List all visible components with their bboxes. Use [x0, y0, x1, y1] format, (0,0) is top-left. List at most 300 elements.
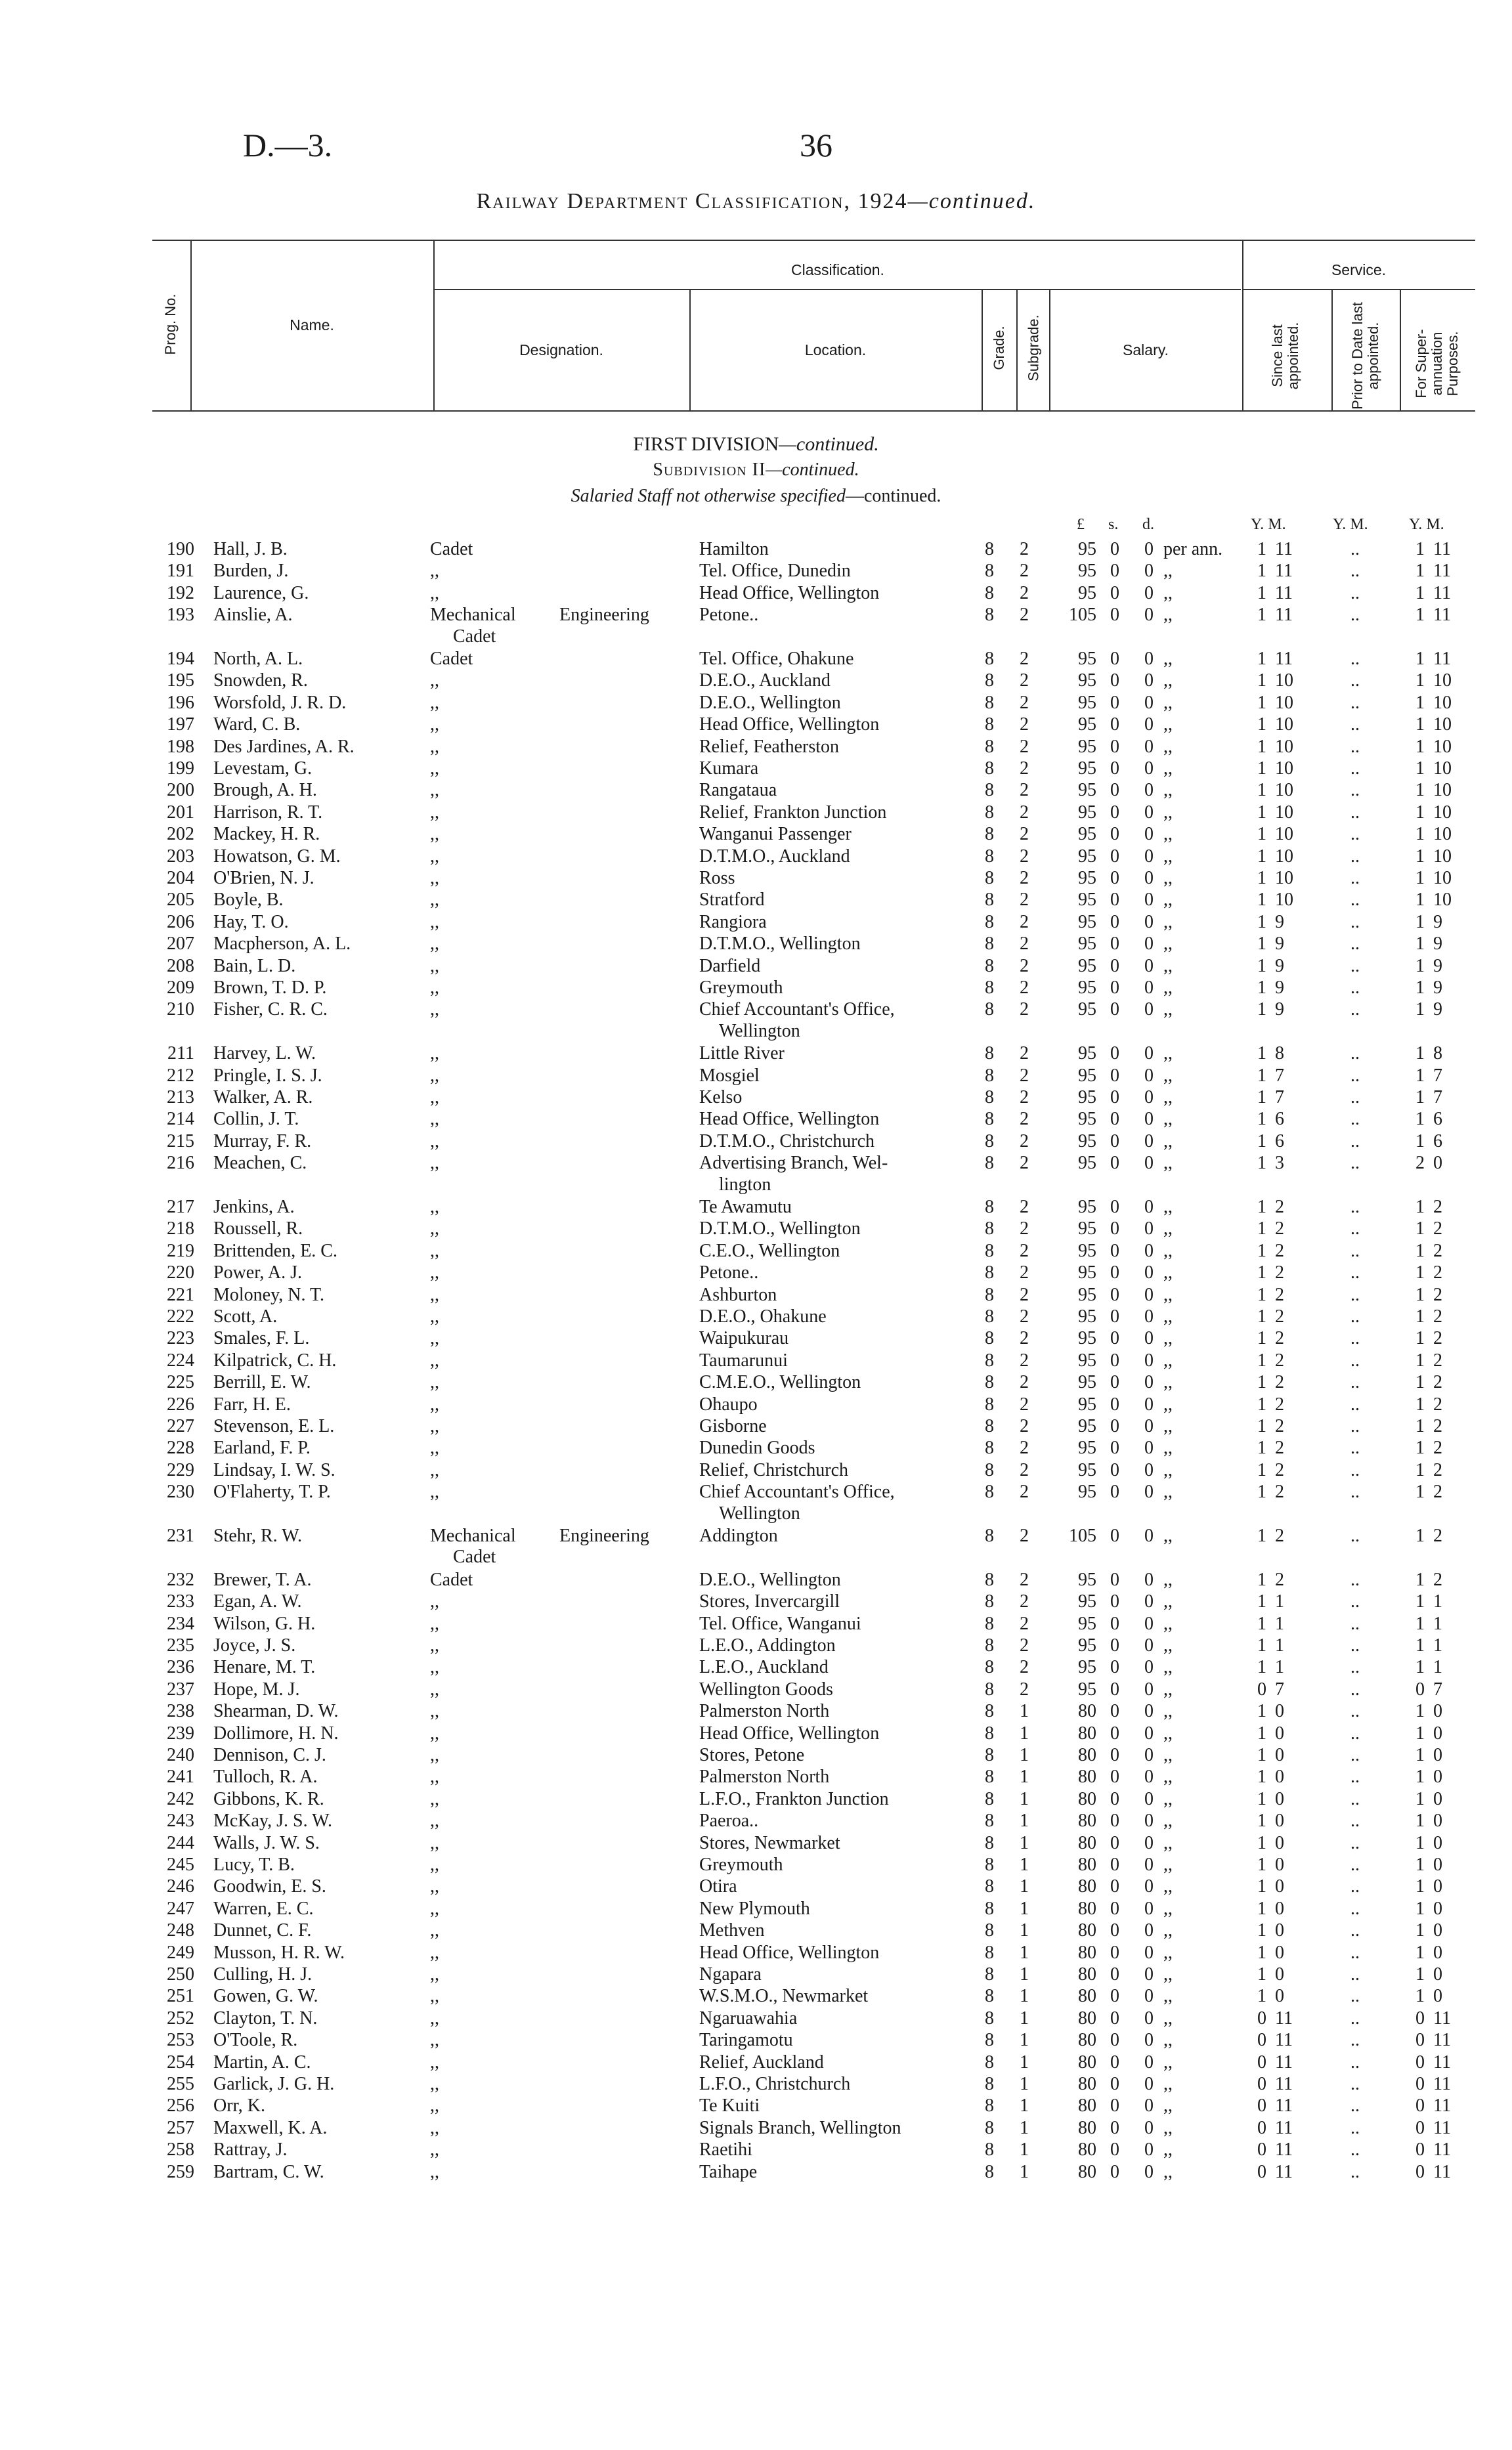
- salary-pounds-cell: 95: [1078, 758, 1096, 779]
- salary-shillings-cell: 0: [1110, 1855, 1119, 1875]
- since-months-cell: 10: [1275, 890, 1293, 911]
- prog-no-cell: 224: [167, 1350, 194, 1371]
- subgrade-cell: 2: [1020, 1284, 1029, 1305]
- super-years-cell: 1: [1415, 692, 1425, 713]
- staff-continued: —continued.: [845, 486, 941, 506]
- grade-cell: 8: [985, 1855, 994, 1875]
- per-annum-cell: ,,: [1163, 2161, 1173, 2182]
- name-cell: Murray, F. R.: [213, 1130, 312, 1151]
- designation-cell: ,,: [430, 1986, 439, 2007]
- super-years-cell: 1: [1415, 582, 1425, 603]
- salary-pence-cell: 0: [1144, 1811, 1154, 1832]
- super-years-cell: 1: [1415, 1855, 1425, 1875]
- salary-pounds-cell: 80: [1078, 2074, 1096, 2094]
- salary-pounds-cell: 80: [1078, 2052, 1096, 2073]
- prog-no-cell: 250: [167, 1964, 194, 1985]
- prog-no-cell: 201: [167, 802, 194, 823]
- location-cont-cell: Wellington: [719, 1020, 800, 1041]
- since-years-cell: 0: [1257, 2161, 1266, 2182]
- table-row: [0, 1723, 1512, 1744]
- salary-pence-cell: 0: [1144, 1591, 1154, 1612]
- designation-cell: ,,: [430, 934, 439, 955]
- super-years-cell: 1: [1415, 1130, 1425, 1151]
- prog-no-cell: 241: [167, 1767, 194, 1788]
- super-years-cell: 1: [1415, 1218, 1425, 1239]
- per-annum-cell: ,,: [1163, 1855, 1173, 1875]
- service-rule: [1242, 289, 1475, 290]
- prog-no-cell: 204: [167, 868, 194, 888]
- since-months-cell: 0: [1275, 1745, 1284, 1765]
- super-years-cell: 1: [1415, 1701, 1425, 1722]
- subgrade-cell: 1: [1020, 2139, 1029, 2160]
- super-years-cell: 1: [1415, 1438, 1425, 1459]
- since-months-cell: 0: [1275, 1876, 1284, 1897]
- since-months-cell: 0: [1275, 1811, 1284, 1832]
- name-cell: Earland, F. P.: [213, 1438, 311, 1459]
- since-years-cell: 1: [1257, 758, 1266, 779]
- col-prog-no: Prog. No.: [162, 293, 179, 355]
- super-years-cell: 1: [1415, 1569, 1425, 1590]
- per-annum-cell: ,,: [1163, 1767, 1173, 1788]
- name-cell: Henare, M. T.: [213, 1657, 316, 1678]
- prior-cell: ..: [1350, 561, 1360, 582]
- name-cell: Warren, E. C.: [213, 1898, 314, 1919]
- subgrade-cell: 2: [1020, 1109, 1029, 1130]
- location-cell: Relief, Christchurch: [699, 1459, 849, 1480]
- salary-pounds-cell: 80: [1078, 2030, 1096, 2051]
- per-annum-cell: ,,: [1163, 1591, 1173, 1612]
- table-row: [0, 1613, 1512, 1635]
- salary-pounds-cell: 95: [1078, 1240, 1096, 1261]
- prog-no-cell: 227: [167, 1416, 194, 1436]
- designation-cell: ,,: [430, 736, 439, 757]
- salary-shillings-cell: 0: [1110, 1394, 1119, 1415]
- per-annum-cell: ,,: [1163, 1920, 1173, 1941]
- prog-no-cell: 214: [167, 1109, 194, 1130]
- salary-pounds-cell: 95: [1078, 1284, 1096, 1305]
- table-row: [0, 1876, 1512, 1897]
- prog-no-cell: 217: [167, 1197, 194, 1217]
- designation-cell: ,,: [430, 911, 439, 932]
- prior-cell: ..: [1350, 1328, 1360, 1349]
- since-years-cell: 1: [1257, 802, 1266, 823]
- location-cell: Te Awamutu: [699, 1197, 792, 1217]
- prog-no-cell: 245: [167, 1855, 194, 1875]
- salary-pence-cell: 0: [1144, 649, 1154, 669]
- super-years-cell: 1: [1415, 1284, 1425, 1305]
- prior-cell: ..: [1350, 1723, 1360, 1744]
- designation-cell: ,,: [430, 1109, 439, 1130]
- super-years-cell: 1: [1415, 1459, 1425, 1480]
- per-annum-cell: ,,: [1163, 1788, 1173, 1809]
- grade-cell: 8: [985, 1788, 994, 1809]
- prog-no-cell: 216: [167, 1153, 194, 1174]
- prior-cell: ..: [1350, 1679, 1360, 1700]
- location-cell: Ngaruawahia: [699, 2008, 798, 2029]
- prog-no-cell: 203: [167, 846, 194, 867]
- table-row: [0, 1196, 1512, 1218]
- super-years-cell: 0: [1415, 2052, 1425, 2073]
- subgrade-cell: 2: [1020, 1328, 1029, 1349]
- table-row: [0, 1569, 1512, 1591]
- subdivision-label: Subdivision II: [653, 460, 766, 480]
- salary-shillings-cell: 0: [1110, 561, 1119, 582]
- since-months-cell: 0: [1275, 1788, 1284, 1809]
- since-months-cell: 7: [1275, 1065, 1284, 1086]
- salary-pence-cell: 0: [1144, 1438, 1154, 1459]
- per-annum-cell: ,,: [1163, 670, 1173, 691]
- salary-shillings-cell: 0: [1110, 1788, 1119, 1809]
- table-row: [0, 2161, 1512, 2183]
- location-cell: Greymouth: [699, 1855, 783, 1875]
- salary-shillings-cell: 0: [1110, 1262, 1119, 1283]
- name-cell: Stevenson, E. L.: [213, 1416, 335, 1436]
- per-annum-cell: ,,: [1163, 1328, 1173, 1349]
- salary-shillings-cell: 0: [1110, 714, 1119, 735]
- subgrade-cell: 2: [1020, 780, 1029, 801]
- salary-pence-cell: 0: [1144, 1130, 1154, 1151]
- prior-cell: ..: [1350, 1130, 1360, 1151]
- salary-pounds-cell: 105: [1069, 1526, 1096, 1546]
- designation-cell: ,,: [430, 1635, 439, 1656]
- salary-pounds-cell: 95: [1078, 999, 1096, 1020]
- prior-cell: ..: [1350, 2030, 1360, 2051]
- since-years-cell: 0: [1257, 2074, 1266, 2094]
- salary-shillings-cell: 0: [1110, 1306, 1119, 1327]
- salary-pounds-cell: 95: [1078, 714, 1096, 735]
- salary-pounds-cell: 95: [1078, 1130, 1096, 1151]
- prog-no-cell: 253: [167, 2030, 194, 2051]
- salary-pounds-cell: 80: [1078, 2117, 1096, 2138]
- per-annum-cell: ,,: [1163, 2052, 1173, 2073]
- since-years-cell: 0: [1257, 2139, 1266, 2160]
- super-years-cell: 0: [1415, 2030, 1425, 2051]
- salary-shillings-cell: 0: [1110, 2095, 1119, 2117]
- name-cell: Stehr, R. W.: [213, 1526, 303, 1546]
- per-annum-cell: ,,: [1163, 1964, 1173, 1985]
- vline-4: [982, 289, 983, 410]
- salary-shillings-cell: 0: [1110, 1459, 1119, 1480]
- super-months-cell: 2: [1433, 1197, 1442, 1217]
- subgrade-cell: 1: [1020, 1855, 1029, 1875]
- super-months-cell: 2: [1433, 1328, 1442, 1349]
- table-row: [0, 2117, 1512, 2139]
- since-months-cell: 11: [1275, 2161, 1293, 2182]
- subgrade-cell: 2: [1020, 1218, 1029, 1239]
- super-months-cell: 10: [1433, 868, 1452, 888]
- location-cell: Stratford: [699, 890, 765, 911]
- name-cell: Pringle, I. S. J.: [213, 1065, 322, 1086]
- grade-cell: 8: [985, 1197, 994, 1217]
- subgrade-cell: 2: [1020, 911, 1029, 932]
- super-months-cell: 0: [1433, 1832, 1442, 1853]
- grade-cell: 8: [985, 978, 994, 998]
- super-months-cell: 2: [1433, 1482, 1442, 1503]
- location-cell: Gisborne: [699, 1416, 767, 1436]
- designation-cell: ,,: [430, 1876, 439, 1897]
- since-years-cell: 1: [1257, 1723, 1266, 1744]
- prog-no-cell: 211: [167, 1043, 194, 1064]
- since-years-cell: 1: [1257, 1832, 1266, 1853]
- super-months-cell: 11: [1433, 582, 1451, 603]
- location-cell: Tel. Office, Wanganui: [699, 1613, 861, 1634]
- designation-cell: ,,: [430, 1438, 439, 1459]
- super-months-cell: 0: [1433, 1767, 1442, 1788]
- per-annum-cell: ,,: [1163, 890, 1173, 911]
- subgrade-cell: 2: [1020, 802, 1029, 823]
- per-annum-cell: ,,: [1163, 1745, 1173, 1765]
- since-years-cell: 1: [1257, 1130, 1266, 1151]
- table-row: [0, 1985, 1512, 2007]
- grade-cell: 8: [985, 1043, 994, 1064]
- grade-cell: 8: [985, 736, 994, 757]
- location-cell: New Plymouth: [699, 1898, 810, 1919]
- table-row: [0, 1810, 1512, 1832]
- name-cell: Harvey, L. W.: [213, 1043, 316, 1064]
- grade-cell: 8: [985, 868, 994, 888]
- super-years-cell: 1: [1415, 1394, 1425, 1415]
- grade-cell: 8: [985, 1459, 994, 1480]
- table-row: [0, 2029, 1512, 2051]
- salary-shillings-cell: 0: [1110, 868, 1119, 888]
- subdivision-heading: [0, 460, 1512, 481]
- per-annum-cell: ,,: [1163, 1109, 1173, 1130]
- table-row: [0, 955, 1512, 977]
- table-row: [0, 1306, 1512, 1327]
- since-years-cell: 1: [1257, 1262, 1266, 1283]
- table-row: [0, 1700, 1512, 1722]
- since-years-cell: 0: [1257, 2008, 1266, 2029]
- grade-cell: 8: [985, 1416, 994, 1436]
- designation-cell: ,,: [430, 1679, 439, 1700]
- salary-pence-cell: 0: [1144, 1306, 1154, 1327]
- super-months-cell: 0: [1433, 1153, 1442, 1174]
- since-years-cell: 1: [1257, 1350, 1266, 1371]
- salary-pounds-cell: 95: [1078, 890, 1096, 911]
- subgrade-cell: 2: [1020, 1065, 1029, 1086]
- since-months-cell: 6: [1275, 1109, 1284, 1130]
- super-months-cell: 8: [1433, 1043, 1442, 1064]
- salary-pence-cell: 0: [1144, 736, 1154, 757]
- salary-shillings-cell: 0: [1110, 1832, 1119, 1853]
- prog-no-cell: 259: [167, 2161, 194, 2182]
- salary-pounds-cell: 95: [1078, 1372, 1096, 1393]
- super-years-cell: 1: [1415, 1767, 1425, 1788]
- super-years-cell: 1: [1415, 714, 1425, 735]
- since-months-cell: 2: [1275, 1482, 1284, 1503]
- subgrade-cell: 1: [1020, 1767, 1029, 1788]
- name-cell: Joyce, J. S.: [213, 1635, 296, 1656]
- designation-cell: ,,: [430, 1065, 439, 1086]
- salary-shillings-cell: 0: [1110, 1745, 1119, 1765]
- name-cell: O'Flaherty, T. P.: [213, 1482, 331, 1503]
- prior-cell: ..: [1350, 714, 1360, 735]
- name-cell: Dunnet, C. F.: [213, 1920, 312, 1941]
- super-months-cell: 11: [1433, 2030, 1451, 2051]
- per-annum-cell: ,,: [1163, 2117, 1173, 2138]
- since-years-cell: 1: [1257, 714, 1266, 735]
- subgrade-cell: 1: [1020, 2074, 1029, 2094]
- per-annum-cell: ,,: [1163, 1635, 1173, 1656]
- salary-pence-cell: 0: [1144, 1153, 1154, 1174]
- prior-cell: ..: [1350, 582, 1360, 603]
- designation-cell: ,,: [430, 1723, 439, 1744]
- grade-cell: 8: [985, 1723, 994, 1744]
- super-months-cell: 2: [1433, 1569, 1442, 1590]
- per-annum-cell: ,,: [1163, 780, 1173, 801]
- since-months-cell: 10: [1275, 824, 1293, 845]
- col-salary: Salary.: [1123, 341, 1169, 358]
- title-continued: —continued.: [907, 189, 1036, 213]
- salary-pence-cell: 0: [1144, 714, 1154, 735]
- super-months-cell: 2: [1433, 1218, 1442, 1239]
- location-cell: Mosgiel: [699, 1065, 760, 1086]
- super-years-cell: 1: [1415, 1942, 1425, 1963]
- salary-shillings-cell: 0: [1110, 1942, 1119, 1963]
- header-top-rule: [152, 240, 1475, 241]
- prog-no-cell: 228: [167, 1438, 194, 1459]
- location-cell: Head Office, Wellington: [699, 1942, 880, 1963]
- since-months-cell: 2: [1275, 1372, 1284, 1393]
- name-cell: Howatson, G. M.: [213, 846, 341, 867]
- since-months-cell: 2: [1275, 1350, 1284, 1371]
- grade-cell: 8: [985, 911, 994, 932]
- name-cell: Gibbons, K. R.: [213, 1788, 324, 1809]
- salary-pence-cell: 0: [1144, 1284, 1154, 1305]
- prior-cell: ..: [1350, 934, 1360, 955]
- designation-cell: ,,: [430, 2095, 439, 2117]
- table-row: [0, 714, 1512, 735]
- prog-no-cell: 194: [167, 649, 194, 669]
- designation-cell: ,,: [430, 1218, 439, 1239]
- grade-cell: 8: [985, 1394, 994, 1415]
- since-months-cell: 0: [1275, 1701, 1284, 1722]
- prior-cell: ..: [1350, 846, 1360, 867]
- location-cell: Petone..: [699, 605, 759, 626]
- salary-pence-cell: 0: [1144, 1350, 1154, 1371]
- prior-cell: ..: [1350, 1832, 1360, 1853]
- prog-no-cell: 249: [167, 1942, 194, 1963]
- salary-pence-cell: 0: [1144, 2161, 1154, 2182]
- location-cell: Ohaupo: [699, 1394, 758, 1415]
- name-cell: Power, A. J.: [213, 1262, 302, 1283]
- name-cell: Brewer, T. A.: [213, 1569, 312, 1590]
- unit-pound: £: [1077, 516, 1085, 533]
- super-years-cell: 2: [1415, 1153, 1425, 1174]
- salary-pounds-cell: 80: [1078, 2095, 1096, 2117]
- super-months-cell: 9: [1433, 934, 1442, 955]
- salary-pence-cell: 0: [1144, 1394, 1154, 1415]
- grade-cell: 8: [985, 1679, 994, 1700]
- table-row: [0, 2095, 1512, 2117]
- per-annum-cell: ,,: [1163, 824, 1173, 845]
- prior-cell: ..: [1350, 1811, 1360, 1832]
- salary-pounds-cell: 80: [1078, 1832, 1096, 1853]
- table-row: [0, 1635, 1512, 1656]
- salary-pence-cell: 0: [1144, 1482, 1154, 1503]
- designation-cell: ,,: [430, 1920, 439, 1941]
- salary-shillings-cell: 0: [1110, 1109, 1119, 1130]
- salary-shillings-cell: 0: [1110, 1964, 1119, 1985]
- per-annum-cell: ,,: [1163, 1240, 1173, 1261]
- designation-cell: ,,: [430, 1459, 439, 1480]
- table-row: [0, 758, 1512, 779]
- salary-pence-cell: 0: [1144, 692, 1154, 713]
- super-months-cell: 2: [1433, 1350, 1442, 1371]
- prior-cell: ..: [1350, 890, 1360, 911]
- since-months-cell: 9: [1275, 999, 1284, 1020]
- salary-shillings-cell: 0: [1110, 1284, 1119, 1305]
- location-cell: Kumara: [699, 758, 759, 779]
- salary-pence-cell: 0: [1144, 605, 1154, 626]
- location-cell: Waipukurau: [699, 1328, 789, 1349]
- since-months-cell: 10: [1275, 714, 1293, 735]
- grade-cell: 8: [985, 1065, 994, 1086]
- prog-no-cell: 246: [167, 1876, 194, 1897]
- name-cell: Kilpatrick, C. H.: [213, 1350, 337, 1371]
- salary-shillings-cell: 0: [1110, 1986, 1119, 2007]
- super-years-cell: 1: [1415, 1526, 1425, 1546]
- grade-cell: 8: [985, 1942, 994, 1963]
- designation-cell: ,,: [430, 1328, 439, 1349]
- subgrade-cell: 1: [1020, 1942, 1029, 1963]
- since-months-cell: 0: [1275, 1832, 1284, 1853]
- table-row: [0, 802, 1512, 823]
- super-years-cell: 0: [1415, 2074, 1425, 2094]
- prog-no-cell: 190: [167, 539, 194, 559]
- subgrade-cell: 2: [1020, 1262, 1029, 1283]
- super-years-cell: 1: [1415, 890, 1425, 911]
- name-cell: Laurence, G.: [213, 582, 309, 603]
- name-cell: Fisher, C. R. C.: [213, 999, 328, 1020]
- since-years-cell: 1: [1257, 692, 1266, 713]
- since-months-cell: 2: [1275, 1526, 1284, 1546]
- table-row: [0, 1766, 1512, 1788]
- salary-pence-cell: 0: [1144, 1876, 1154, 1897]
- since-months-cell: 0: [1275, 1898, 1284, 1919]
- since-months-cell: 2: [1275, 1197, 1284, 1217]
- salary-shillings-cell: 0: [1110, 911, 1119, 932]
- super-months-cell: 6: [1433, 1109, 1442, 1130]
- prog-no-cell: 244: [167, 1832, 194, 1853]
- subgrade-cell: 2: [1020, 649, 1029, 669]
- designation-cell: Cadet: [430, 649, 473, 669]
- per-annum-cell: ,,: [1163, 1898, 1173, 1919]
- salary-shillings-cell: 0: [1110, 736, 1119, 757]
- super-months-cell: 0: [1433, 1701, 1442, 1722]
- designation-cell: ,,: [430, 1701, 439, 1722]
- designation-cell: ,,: [430, 561, 439, 582]
- name-cell: Berrill, E. W.: [213, 1372, 311, 1393]
- prior-cell: ..: [1350, 802, 1360, 823]
- prog-no-cell: 218: [167, 1218, 194, 1239]
- prior-cell: ..: [1350, 1986, 1360, 2007]
- since-years-cell: 1: [1257, 911, 1266, 932]
- since-months-cell: 2: [1275, 1218, 1284, 1239]
- salary-shillings-cell: 0: [1110, 2074, 1119, 2094]
- name-cell: Maxwell, K. A.: [213, 2117, 328, 2138]
- prior-cell: ..: [1350, 1438, 1360, 1459]
- since-years-cell: 1: [1257, 1218, 1266, 1239]
- subgrade-cell: 2: [1020, 934, 1029, 955]
- salary-pounds-cell: 80: [1078, 1898, 1096, 1919]
- name-cell: Harrison, R. T.: [213, 802, 323, 823]
- salary-pence-cell: 0: [1144, 2052, 1154, 2073]
- salary-pence-cell: 0: [1144, 1043, 1154, 1064]
- per-annum-cell: ,,: [1163, 2074, 1173, 2094]
- name-cell: Garlick, J. G. H.: [213, 2074, 335, 2094]
- subgrade-cell: 2: [1020, 1043, 1029, 1064]
